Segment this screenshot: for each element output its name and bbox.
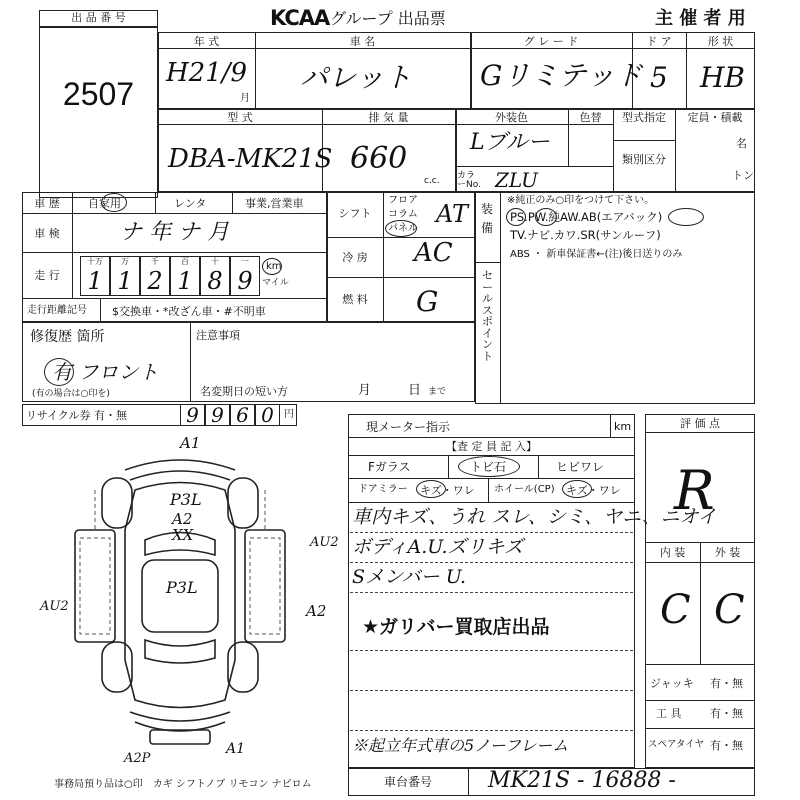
sales-point-label: セールスポイント [482, 269, 493, 363]
shift-label: シフト [338, 207, 372, 220]
remark-line-2: ボディA.U.ズリキズ [352, 536, 524, 558]
repair-note: (有の場合は○印を) [32, 389, 110, 399]
remark-ruling [350, 730, 633, 731]
left-side-panel [75, 530, 115, 642]
diagram-label-au2-left: AU2 [40, 599, 69, 614]
meter-label: 現メーター指示 [366, 420, 451, 434]
year-unit: 月 [240, 93, 250, 104]
mileage-unit-km: km [266, 261, 282, 272]
form-title: グループ 出品票 [330, 9, 446, 28]
year-value: H21/9 [166, 58, 248, 88]
deadline-label: 名変期日の短い方 [200, 385, 288, 398]
recycle-digit: 6 [236, 403, 249, 427]
mileage-digit-label: 百 [181, 257, 189, 266]
diagram-label-au2-right: AU2 [310, 535, 339, 550]
diagram-label-a2-right: A2 [306, 602, 327, 620]
mileage-digit: 1 [87, 267, 103, 295]
office-note: 事務局預り品は○印 カギ シフトノブ リモコン ナビロム [54, 779, 312, 790]
door-value: 5 [650, 61, 668, 94]
inspector-label: 【査 定 員 記 入】 [446, 440, 537, 453]
recycle-unit: 円 [284, 409, 294, 420]
type-label: 型 式 [227, 111, 253, 124]
interior-value: C [660, 587, 691, 633]
displacement-unit: c.c. [424, 176, 440, 186]
deadline-day: 日 [408, 383, 422, 398]
remark-ruling [350, 592, 633, 593]
brand-logo: KCAA [270, 6, 330, 30]
deadline-month: 月 [358, 383, 372, 398]
recycle-digit: 0 [261, 403, 274, 427]
diagram-label-p3l-roof: P3L [166, 578, 198, 597]
repair-yes-circle [44, 358, 74, 386]
stone-chip-circle [458, 456, 520, 477]
grade-value: Gリミテッド [480, 59, 643, 92]
exterior-grade-label: 外 装 [714, 546, 741, 559]
remark-line-3: Sメンバー U. [352, 566, 467, 588]
fuel-value: G [416, 285, 439, 318]
name-value: パレット [300, 61, 412, 94]
remark-line-1: 車内キズ、うれ スレ、シミ、ヤニ、ニオイ [352, 506, 717, 528]
diagram-label-p3l-hood: P3L [170, 490, 202, 509]
jack-value: 有・無 [710, 677, 743, 690]
mileage-digit: 9 [237, 267, 253, 295]
meter-unit: km [614, 420, 632, 433]
tools-value: 有・無 [710, 707, 743, 720]
mileage-label: 走 行 [34, 269, 60, 282]
rear-bumper [130, 712, 230, 721]
grade-label: グ レ ー ド [523, 35, 579, 48]
history-option-private: 自家用 [88, 197, 121, 210]
recycle-label: リサイクル券 有・無 [26, 409, 127, 422]
front-bumper [125, 460, 235, 470]
equip-header: ※純正のみ○印をつけて下さい。 [507, 195, 655, 206]
lot-number: 2507 [62, 76, 135, 112]
capacity-label: 定員・積載 [687, 111, 743, 124]
history-option-rental: レンタ [174, 197, 207, 210]
displacement-label: 排 気 量 [368, 111, 409, 124]
mileage-digit-label: 千 [151, 257, 159, 266]
mileage-note-value: $交換車・*改ざん車・#不明車 [112, 305, 266, 318]
remark-ruling [350, 650, 633, 651]
capacity-unit-people: 名 [736, 137, 747, 150]
mirror-options: キズ・ワレ [420, 484, 475, 497]
type-spec-label: 型式指定 [622, 111, 666, 124]
chassis-value: MK21S - 16888 - [488, 768, 676, 793]
color-change-label: 色替 [579, 111, 602, 124]
history-option-business: 事業,営業車 [245, 197, 304, 210]
shift-option-floor: フロア [388, 195, 418, 206]
equip-line2: TV.ナビ.カワ.SR(サンルーフ) [510, 228, 661, 242]
eval-score: R [674, 459, 715, 522]
exterior-value: C [714, 587, 745, 633]
mileage-note-label: 走行距離記号 [27, 305, 87, 316]
repair-value: 有 フロント [52, 360, 159, 384]
mirror-label: ドアミラー [358, 484, 408, 495]
notes-label: 注意事項 [196, 329, 240, 342]
diagram-label-xx: XX [172, 526, 194, 544]
remark-ruling [350, 562, 633, 563]
remark-ruling [350, 532, 633, 533]
km-circle [262, 258, 282, 275]
diagram-label-a1-top: A1 [180, 434, 201, 452]
mileage-digit-label: 万 [121, 257, 129, 266]
exterior-label: 外装色 [495, 111, 528, 124]
diagram-label-a1-bottom: A1 [226, 741, 246, 757]
airbag-circle [668, 208, 704, 226]
inspection-value: ナ 年 ナ 月 [120, 220, 229, 245]
shape-value: HB [700, 61, 745, 94]
spare-value: 有・無 [710, 739, 743, 752]
mileage-digit-label: 十 [211, 257, 219, 266]
inspection-label: 車 検 [34, 227, 60, 240]
remark-line-7: ※起立年式車の5ノーフレーム [352, 736, 569, 755]
pw-circle [535, 208, 557, 226]
repair-label: 修復歴 箇所 [30, 329, 105, 345]
type-value: DBA-MK21S [168, 144, 333, 174]
diagram-label-a2p: A2P [124, 751, 151, 766]
mileage-unit-mile: マイル [262, 278, 289, 288]
lot-label: 出 品 番 号 [71, 11, 126, 24]
mileage-digit: 2 [147, 267, 163, 295]
ps-circle [506, 208, 526, 226]
mileage-digit-label: 一 [241, 257, 249, 266]
crack-label: ヒビワレ [556, 460, 605, 474]
mileage-digit: 1 [117, 267, 133, 295]
ac-label: 冷 房 [342, 251, 368, 264]
ac-value: AC [414, 238, 453, 268]
spare-label: スペアタイヤ [648, 739, 705, 750]
color-no-label: カラーNo. [457, 171, 481, 191]
mirror-scratch-circle [416, 480, 446, 498]
organizer-label: 主 催 者 用 [655, 8, 746, 29]
remark-line-4: ★ガリバー買取店出品 [362, 616, 550, 638]
eval-label: 評 価 点 [680, 417, 720, 430]
remark-ruling [350, 690, 633, 691]
fglass-label: Fガラス [368, 460, 411, 474]
door-label: ド ア [646, 35, 672, 48]
name-label: 車 名 [349, 35, 376, 48]
mileage-digit: 1 [177, 267, 193, 295]
wheel-options: キズ・ワレ [566, 484, 621, 497]
panel-circle [385, 220, 417, 237]
shift-value: AT [436, 200, 469, 228]
jack-label: ジャッキ [650, 677, 694, 690]
shift-option-column: コラム [388, 209, 418, 220]
exterior-value: Lブルー [470, 130, 550, 155]
category-label: 類別区分 [622, 153, 666, 166]
right-side-panel [245, 530, 285, 642]
diagram-label-a2-hood: A2 [172, 510, 193, 528]
mileage-digit: 8 [207, 267, 223, 295]
recycle-digit: 9 [186, 403, 199, 427]
shift-option-panel: パネル [388, 223, 418, 234]
mileage-digit-label: 十万 [87, 257, 103, 266]
equip-line1: PS.PW.純AW.AB(エアバック) [510, 210, 663, 224]
fuel-label: 燃 料 [342, 293, 368, 306]
tools-label: 工 具 [656, 707, 682, 720]
displacement-value: 660 [350, 141, 408, 176]
wheel-label: ホイール(CP) [494, 484, 555, 495]
color-no-value: ZLU [495, 168, 538, 192]
recycle-digit: 9 [211, 403, 224, 427]
deadline-suffix: まで [428, 387, 447, 397]
history-label: 車 歴 [34, 197, 60, 210]
equip-line3: ABS ・ 新車保証書←(注)後日送りのみ [510, 249, 683, 260]
interior-label: 内 装 [659, 546, 686, 559]
wheel-scratch-circle [562, 480, 592, 498]
fglass-options: トビ石 [470, 460, 507, 474]
equip-side-label: 装 備 [481, 202, 494, 236]
chassis-label: 車台番号 [383, 775, 432, 789]
shape-label: 形 状 [707, 35, 734, 48]
year-label: 年 式 [193, 35, 220, 48]
capacity-unit-ton: トン [732, 169, 754, 182]
private-use-circle [101, 193, 127, 212]
